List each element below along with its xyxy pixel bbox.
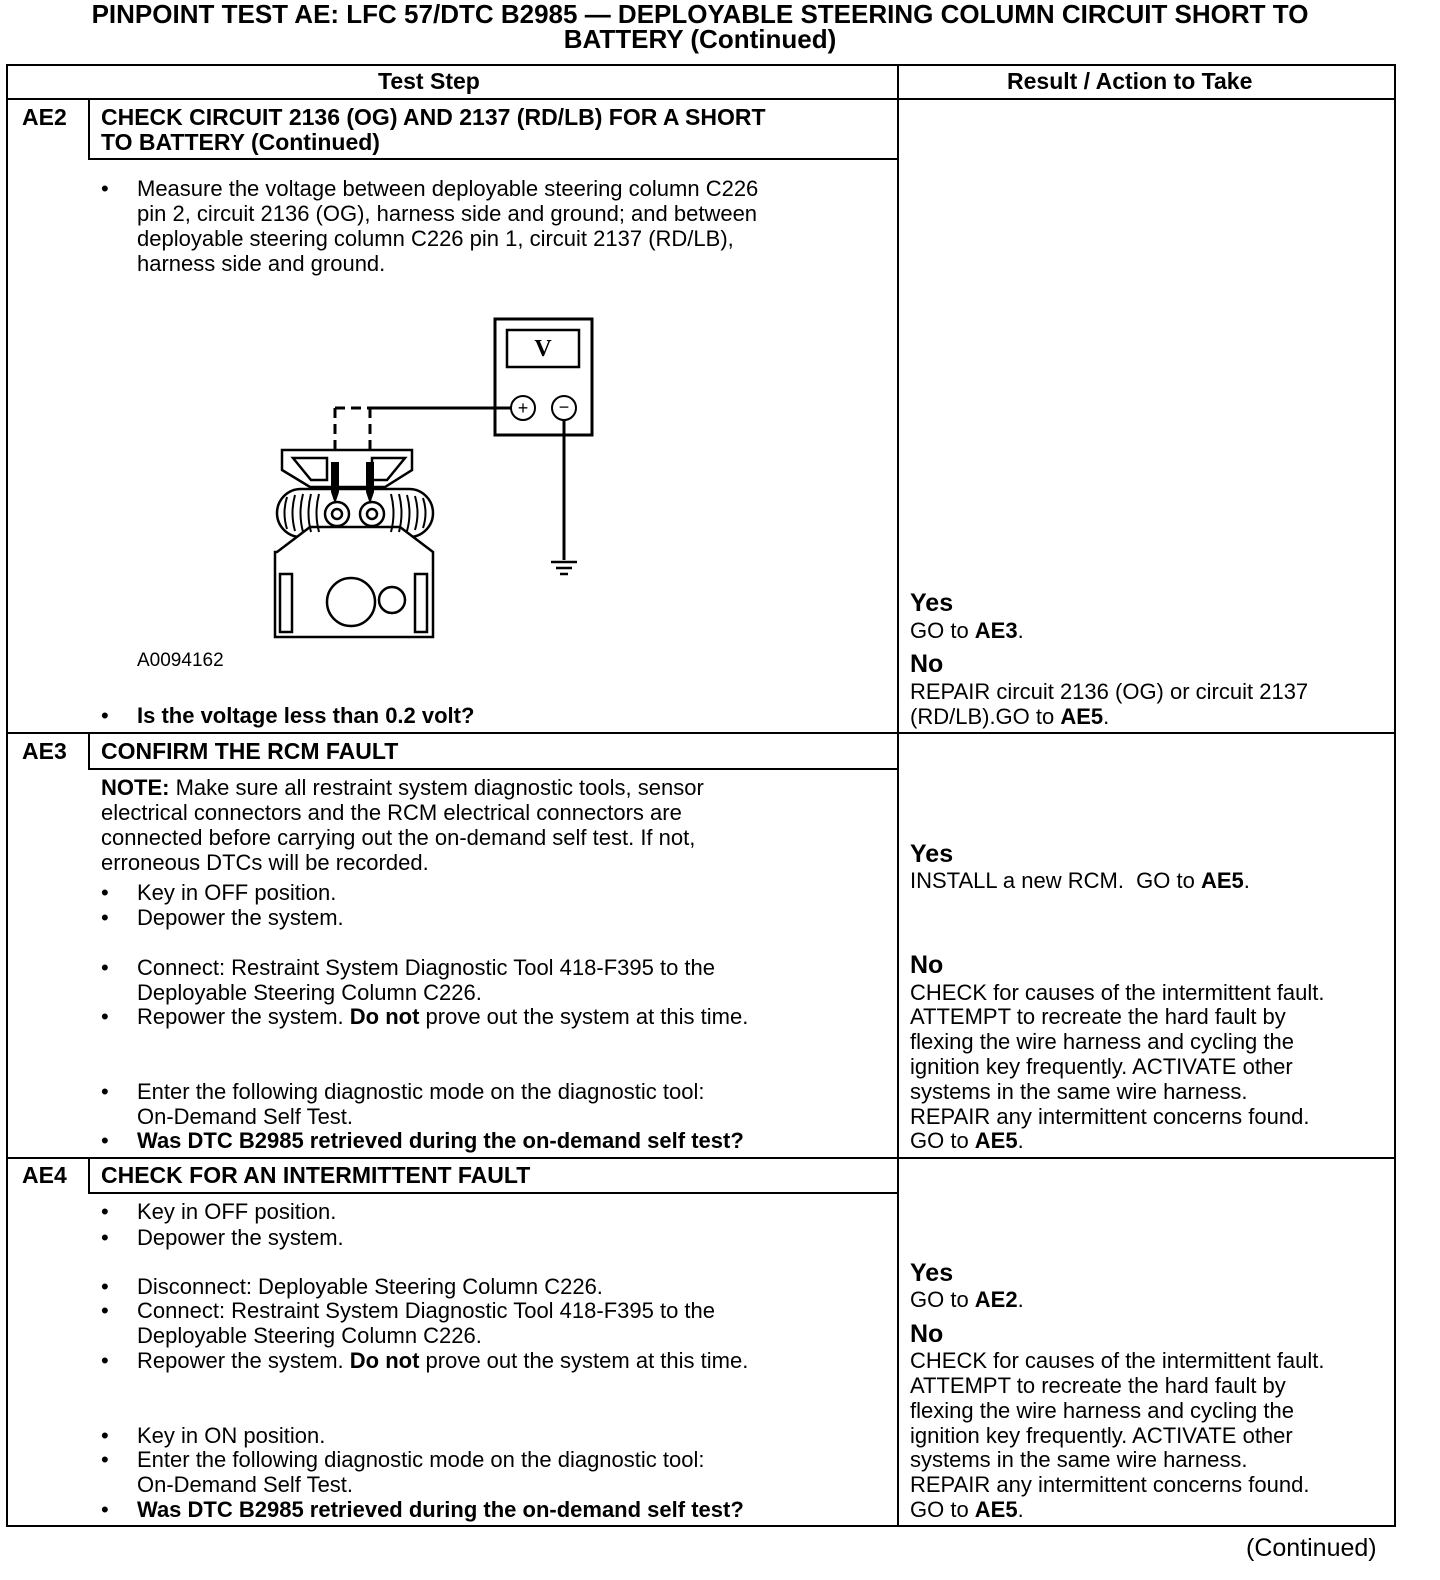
ae3-no-line-5: systems in the same wire harness. <box>910 1079 1248 1104</box>
ae3-no-line-6: REPAIR any intermittent concerns found. <box>910 1104 1310 1129</box>
ae4-key-on: Key in ON position. <box>137 1423 326 1448</box>
bullet: • <box>101 905 109 930</box>
ae3-no-line-2: ATTEMPT to recreate the hard fault by <box>910 1004 1286 1029</box>
ae3-connect-line-2: Deployable Steering Column C226. <box>137 980 482 1005</box>
id-divider-ae4 <box>88 1158 90 1194</box>
ae3-yes-action: INSTALL a new RCM. GO to AE5. <box>910 868 1250 893</box>
voltmeter-connector-diagram <box>265 312 605 647</box>
ae2-question: Is the voltage less than 0.2 volt? <box>137 703 475 728</box>
ae4-no-line-5: systems in the same wire harness. <box>910 1447 1248 1472</box>
connector-c226-icon <box>275 450 433 637</box>
bullet: • <box>101 703 109 728</box>
ae3-no-goto: GO to AE5. <box>910 1128 1024 1153</box>
bullet: • <box>101 1497 109 1522</box>
ae3-yes-label: Yes <box>910 840 954 868</box>
ae2-measure-line-1: Measure the voltage between deployable steering column C226 <box>137 176 759 201</box>
bullet: • <box>101 1199 109 1224</box>
ae4-no-line-3: flexing the wire harness and cycling the <box>910 1398 1294 1423</box>
ae4-no-line-2: ATTEMPT to recreate the hard fault by <box>910 1373 1286 1398</box>
ae4-heading: CHECK FOR AN INTERMITTENT FAULT <box>101 1162 531 1188</box>
ground-icon <box>551 562 577 574</box>
ae4-question: Was DTC B2985 retrieved during the on-demand self test? <box>137 1497 744 1522</box>
bullet: • <box>101 1423 109 1448</box>
ae3-note-line-1: NOTE: Make sure all restraint system diagnostic tools, sensor <box>101 775 704 800</box>
header-test-step: Test Step <box>378 68 480 94</box>
ae4-depower: Depower the system. <box>137 1225 344 1250</box>
ae4-enter-line-2: On-Demand Self Test. <box>137 1472 354 1497</box>
ae3-depower: Depower the system. <box>137 905 344 930</box>
ae3-repower: Repower the system. Do not prove out the system at this time. <box>137 1004 749 1029</box>
ae2-measure-line-2: pin 2, circuit 2136 (OG), harness side and ground; and between <box>137 201 758 226</box>
ae2-figure-id: A0094162 <box>137 650 224 671</box>
ae4-no-line-6: REPAIR any intermittent concerns found. <box>910 1472 1310 1497</box>
ae4-connect-line-1: Connect: Restraint System Diagnostic Tool 418-F395 to the <box>137 1298 716 1323</box>
ae4-repower: Repower the system. Do not prove out the system at this time. <box>137 1348 749 1373</box>
bullet: • <box>101 1447 109 1472</box>
title-line-1: PINPOINT TEST AE: LFC 57/DTC B2985 — DEPLOYABLE STEERING COLUMN CIRCUIT SHORT TO <box>91 0 1309 29</box>
header-result: Result / Action to Take <box>1007 68 1253 94</box>
bullet: • <box>101 1079 109 1104</box>
ae2-section-rule <box>6 732 1396 734</box>
bullet: • <box>101 1128 109 1153</box>
ae4-no-line-4: ignition key frequently. ACTIVATE other <box>910 1423 1293 1448</box>
ae3-step-id: AE3 <box>22 738 67 764</box>
bullet: • <box>101 880 109 905</box>
ae3-no-label: No <box>910 951 944 979</box>
bullet: • <box>101 1225 109 1250</box>
ae2-no-action-line-2: (RD/LB).GO to AE5. <box>910 704 1110 729</box>
ae3-key-off: Key in OFF position. <box>137 880 337 905</box>
ae2-step-id: AE2 <box>22 104 67 130</box>
ae4-disconnect: Disconnect: Deployable Steering Column C226. <box>137 1274 603 1299</box>
ae3-no-line-4: ignition key frequently. ACTIVATE other <box>910 1054 1293 1079</box>
ae3-enter-line-2: On-Demand Self Test. <box>137 1104 354 1129</box>
ae3-heading-rule <box>88 768 898 770</box>
title-line-2: BATTERY (Continued) <box>563 24 837 54</box>
ae2-measure-line-4: harness side and ground. <box>137 251 386 276</box>
ae4-connect-line-2: Deployable Steering Column C226. <box>137 1323 482 1348</box>
svg-text:−: − <box>558 397 570 417</box>
column-divider <box>897 64 899 1527</box>
ae2-yes-action: GO to AE3. <box>910 618 1024 643</box>
ae2-no-label: No <box>910 650 944 678</box>
ae3-note-line-2: electrical connectors and the RCM electrical connectors are <box>101 800 682 825</box>
ae4-no-goto: GO to AE5. <box>910 1497 1024 1522</box>
ae2-heading-line-1: CHECK CIRCUIT 2136 (OG) AND 2137 (RD/LB) FOR A SHORT <box>101 104 766 130</box>
ae4-step-id: AE4 <box>22 1162 67 1188</box>
bullet: • <box>101 1004 109 1029</box>
ae3-question: Was DTC B2985 retrieved during the on-demand self test? <box>137 1128 744 1153</box>
ae3-note-line-3: connected before carrying out the on-demand self test. If not, <box>101 825 696 850</box>
ae4-heading-rule <box>88 1192 898 1194</box>
meter-label: V <box>534 336 552 362</box>
bullet: • <box>101 1348 109 1373</box>
header-rule <box>6 98 1396 100</box>
ae3-section-rule <box>6 1157 1396 1159</box>
bullet: • <box>101 955 109 980</box>
ae3-no-line-1: CHECK for causes of the intermittent fault. <box>910 980 1325 1005</box>
ae3-no-line-3: flexing the wire harness and cycling the <box>910 1029 1294 1054</box>
bullet: • <box>101 1298 109 1323</box>
id-divider-ae2 <box>88 98 90 160</box>
ae3-note-line-4: erroneous DTCs will be recorded. <box>101 850 429 875</box>
ae4-enter-line-1: Enter the following diagnostic mode on the diagnostic tool: <box>137 1447 705 1472</box>
ae2-heading-rule <box>88 158 898 160</box>
ae4-yes-label: Yes <box>910 1259 954 1287</box>
svg-text:+: + <box>517 398 529 418</box>
ae4-no-label: No <box>910 1320 944 1348</box>
ae2-heading-line-2: TO BATTERY (Continued) <box>101 129 380 155</box>
ae3-enter-line-1: Enter the following diagnostic mode on the diagnostic tool: <box>137 1079 705 1104</box>
ae4-no-line-1: CHECK for causes of the intermittent fault. <box>910 1348 1325 1373</box>
id-divider-ae3 <box>88 734 90 770</box>
ae4-yes-action: GO to AE2. <box>910 1287 1024 1312</box>
ae2-no-action-line-1: REPAIR circuit 2136 (OG) or circuit 2137 <box>910 679 1309 704</box>
bullet: • <box>101 176 109 201</box>
ae3-connect-line-1: Connect: Restraint System Diagnostic Tool 418-F395 to the <box>137 955 716 980</box>
continued-label: (Continued) <box>1246 1534 1377 1562</box>
bullet: • <box>101 1274 109 1299</box>
ae4-key-off: Key in OFF position. <box>137 1199 337 1224</box>
page-title <box>0 2 1400 52</box>
ae3-heading: CONFIRM THE RCM FAULT <box>101 738 399 764</box>
ae2-measure-line-3: deployable steering column C226 pin 1, circuit 2137 (RD/LB), <box>137 226 734 251</box>
ae2-yes-label: Yes <box>910 589 954 617</box>
